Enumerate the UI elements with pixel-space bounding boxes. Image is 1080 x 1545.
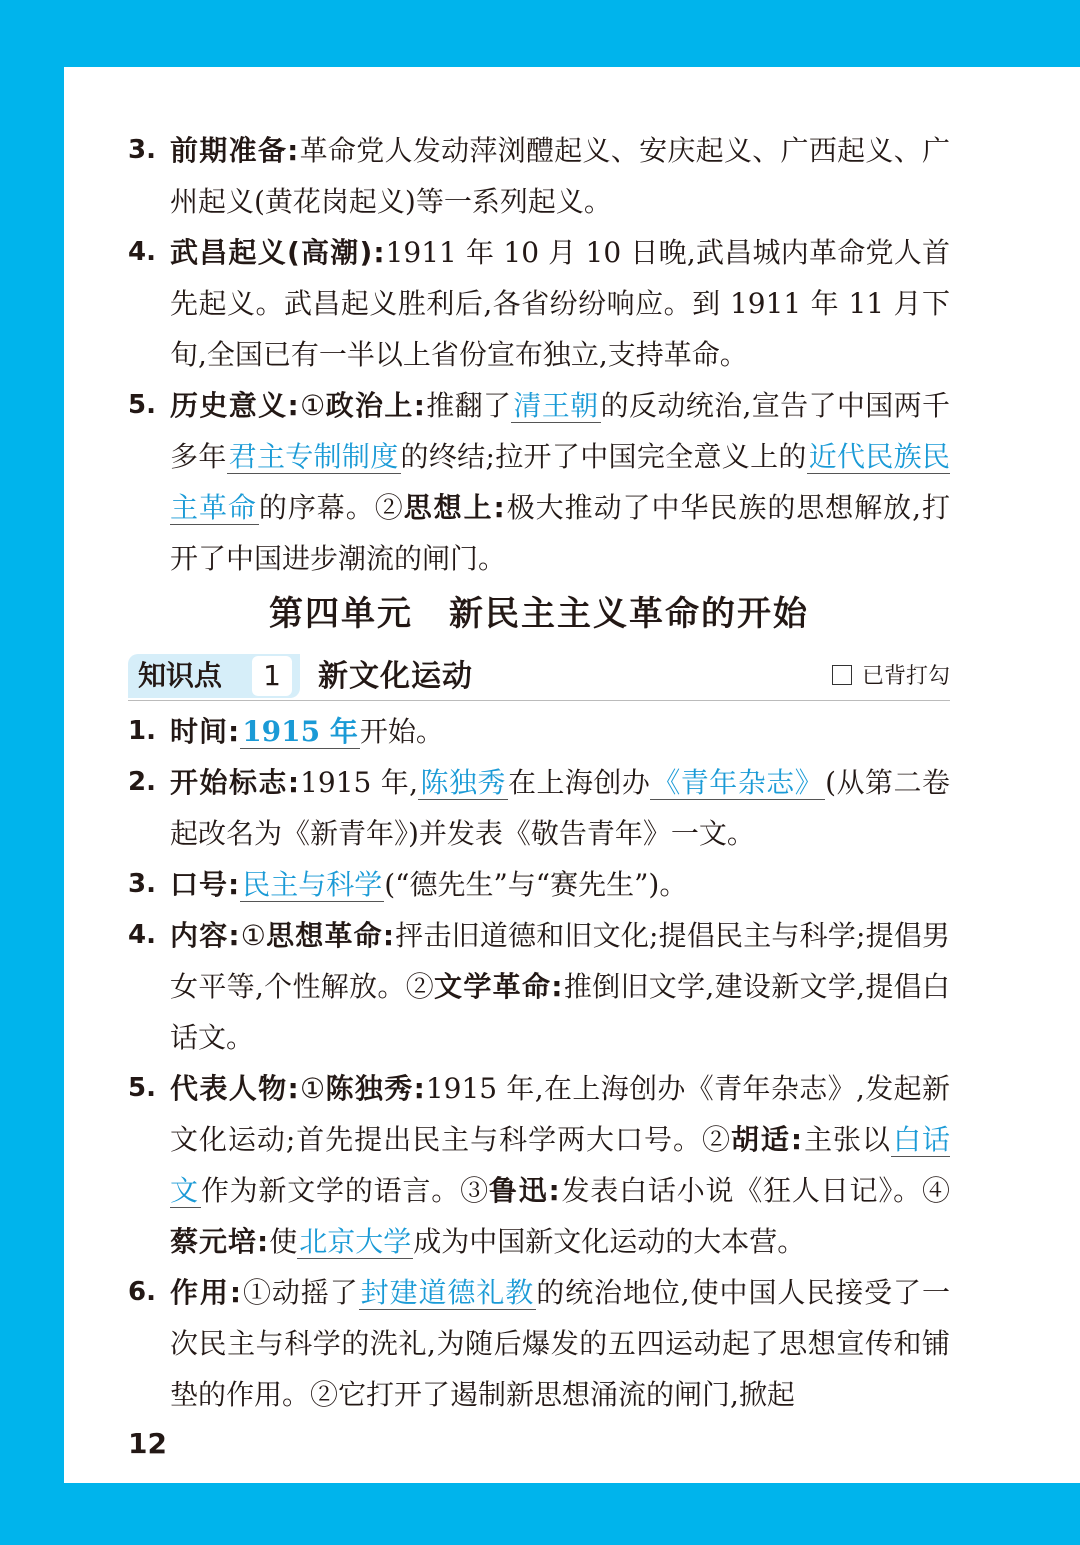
item-heading: 作用: xyxy=(170,1276,243,1309)
unit-title: 第四单元 新民主主义革命的开始 xyxy=(269,594,809,634)
item-number: 6. xyxy=(128,1277,156,1307)
circle-marker: ④ xyxy=(921,1174,950,1207)
checkbox-icon[interactable] xyxy=(832,665,852,685)
item-heading: 代表人物: xyxy=(170,1072,300,1105)
knowledge-point-number: 1 xyxy=(252,656,292,696)
list-item xyxy=(128,757,950,859)
item-heading: 前期准备: xyxy=(170,134,300,167)
list-item xyxy=(128,380,950,584)
item-text: 1915 年,在上海创办《青年杂志》,发起新文化运动;首先提出民主与科学两大口号。 xyxy=(170,1072,950,1156)
answer-fill: 陈独秀 xyxy=(420,766,506,799)
circle-marker: ① xyxy=(299,389,326,422)
list-item xyxy=(128,706,950,757)
item-text: 作为新文学的语言。 xyxy=(200,1174,461,1207)
answer-fill: 君主专制制度 xyxy=(228,440,399,473)
item-text: 抨击旧道德和旧文化;提倡民主与科学;提倡男女平等,个性解放。 xyxy=(170,919,951,1003)
item-heading: 内容: xyxy=(170,919,241,952)
sub-heading: 陈独秀: xyxy=(325,1072,426,1105)
item-heading: 历史意义: xyxy=(170,389,300,422)
circle-marker: ② xyxy=(374,491,404,524)
sub-heading: 思想革命: xyxy=(266,919,396,952)
item-text: (“德先生”与“赛先生”)。 xyxy=(384,868,688,901)
sub-heading: 蔡元培: xyxy=(170,1225,270,1258)
circle-marker: ③ xyxy=(460,1174,489,1207)
checkbox-label: 已背打勾 xyxy=(861,664,950,689)
item-text: 1911 年 10 月 10 日晚,武昌城内革命党人首先起义。武昌起义胜利后,各省纷纷响应。到 1911 年 11 月下旬,全国已有一半以上省份宣布独立,支持革命。 xyxy=(170,236,951,371)
list-item xyxy=(128,1267,950,1420)
item-heading: 时间: xyxy=(170,715,241,748)
answer-fill: 1915 年 xyxy=(242,715,358,748)
item-heading: 开始标志: xyxy=(170,766,301,799)
sub-heading: 鲁迅: xyxy=(488,1174,561,1207)
item-number: 4. xyxy=(128,237,156,267)
item-text: 主张以 xyxy=(803,1123,891,1156)
item-text: 的统治地位,使中国人民接受了一次民主与科学的洗礼,为随后爆发的五四运动起了思想宣传和铺垫的作用。 xyxy=(170,1276,950,1411)
item-number: 5. xyxy=(128,390,156,420)
circle-marker: ① xyxy=(242,1276,272,1309)
list-item xyxy=(128,910,950,1063)
item-text: 1915 年, xyxy=(300,766,419,799)
answer-fill: 近代民族民主革命 xyxy=(170,440,950,524)
item-text: 它打开了遏制新思想涌流的闸门,掀起 xyxy=(338,1378,795,1411)
item-text: 使 xyxy=(269,1225,298,1258)
item-text: 革命党人发动萍浏醴起义、安庆起义、广西起义、广州起义(黄花岗起义)等一系列起义。 xyxy=(170,134,950,218)
item-number: 4. xyxy=(128,920,156,950)
item-text: 发表白话小说《狂人日记》。 xyxy=(560,1174,922,1207)
knowledge-point-bar xyxy=(128,654,950,701)
item-number: 3. xyxy=(128,869,156,899)
list-item xyxy=(128,1063,950,1267)
knowledge-point-label-text: 知识点 xyxy=(138,659,223,692)
answer-fill: 清王朝 xyxy=(513,389,599,422)
sub-heading: 政治上: xyxy=(325,389,426,422)
sub-heading: 文学革命: xyxy=(434,970,564,1003)
item-text: 推倒旧文学,建设新文学,提倡白话文。 xyxy=(170,970,950,1054)
item-heading: 武昌起义(高潮): xyxy=(170,236,386,269)
item-text: (从第二卷起改名为《新青年》)并发表《敬告青年》一文。 xyxy=(170,766,950,850)
knowledge-point-label xyxy=(128,654,300,698)
answer-fill: 封建道德礼教 xyxy=(360,1276,535,1309)
circle-marker: ② xyxy=(701,1123,731,1156)
item-number: 3. xyxy=(128,135,156,165)
memorized-checkbox[interactable] xyxy=(832,662,950,692)
answer-fill: 北京大学 xyxy=(299,1225,412,1258)
sub-heading: 思想上: xyxy=(403,491,506,524)
list-item xyxy=(128,859,950,910)
page-number: 12 xyxy=(128,1427,167,1460)
item-text: 动摇了 xyxy=(271,1276,359,1309)
item-text: 的序幕。 xyxy=(258,491,375,524)
circle-marker: ② xyxy=(310,1378,339,1411)
knowledge-point-title: 新文化运动 xyxy=(318,659,473,694)
answer-fill: 白话文 xyxy=(170,1123,950,1207)
item-text: 成为中国新文化运动的大本营。 xyxy=(413,1225,806,1258)
list-item xyxy=(128,125,950,227)
sub-heading: 胡适: xyxy=(730,1123,804,1156)
circle-marker: ① xyxy=(240,919,267,952)
circle-marker: ② xyxy=(405,970,435,1003)
item-text: 的反动统治,宣告了中国两千多年 xyxy=(170,389,950,473)
item-text: 推翻了 xyxy=(425,389,512,422)
item-number: 5. xyxy=(128,1073,156,1103)
item-text: 在上海创办 xyxy=(507,766,651,799)
item-heading: 口号: xyxy=(170,868,241,901)
item-number: 1. xyxy=(128,716,156,746)
item-text: 开始。 xyxy=(359,715,444,748)
item-number: 2. xyxy=(128,767,156,797)
item-text: 极大推动了中华民族的思想解放,打开了中国进步潮流的闸门。 xyxy=(170,491,950,575)
circle-marker: ① xyxy=(299,1072,326,1105)
answer-fill: 民主与科学 xyxy=(242,868,383,901)
item-text: 的终结;拉开了中国完全意义上的 xyxy=(400,440,807,473)
list-item xyxy=(128,227,950,380)
answer-fill: 《青年杂志》 xyxy=(652,766,824,799)
